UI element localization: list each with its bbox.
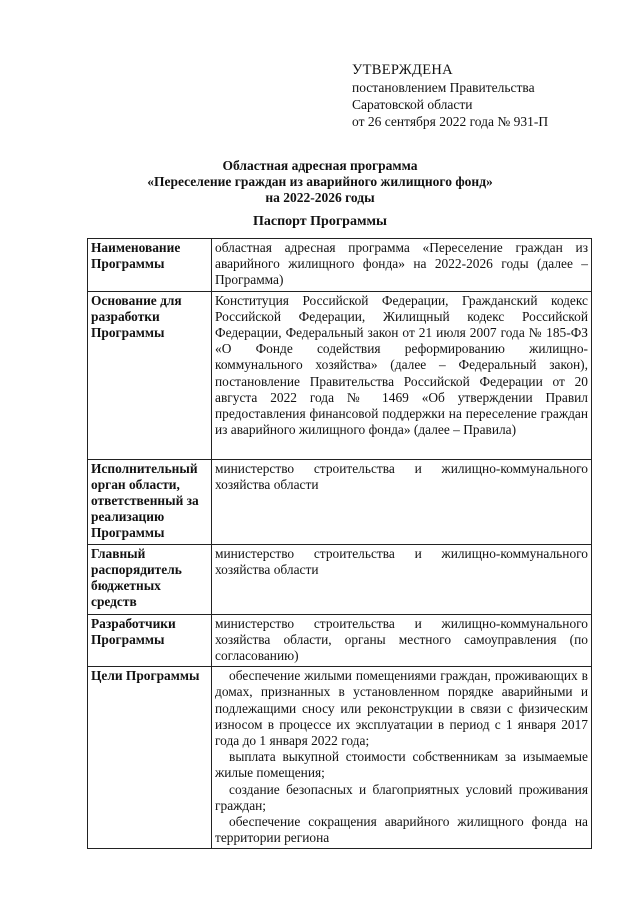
passport-title: Паспорт Программы: [253, 214, 387, 229]
goal-item: выплата выкупной стоимости собственникам за изымаемые жилые помещения;: [215, 749, 588, 781]
row-content: министерство строительства и жилищно-коммунального хозяйства области: [212, 459, 592, 544]
table-row: [88, 544, 592, 614]
row-label: Исполнительный орган области, ответственный за реализацию Программы: [88, 459, 212, 544]
row-label: Основание для разработки Программы: [88, 291, 212, 459]
table-row: [88, 459, 592, 544]
row-content: Конституция Российской Федерации, Гражданский кодекс Российской Федерации, Жилищный кодекс Российской Федерации, Федеральный закон от 21 июля 2007 года № 185-ФЗ «О Фонде содействия реформированию жилищно-коммунального хозяйства» (далее – Федеральный закон), постановление Правительства Российской Федерации от 20 августа 2022 года № 1469 «Об утверждении Правил предоставления финансовой поддержки на переселение граждан из аварийного жилищного фонда» (далее – Правила): [212, 291, 592, 459]
program-title-line-3: на 2022-2026 годы: [265, 190, 375, 205]
goal-item: обеспечение сокращения аварийного жилищного фонда на территории региона: [215, 814, 588, 846]
passport-table: [87, 238, 592, 849]
approval-stamp: [352, 62, 548, 130]
row-label: Цели Программы: [88, 667, 212, 849]
row-label: Главный распорядитель бюджетных средств: [88, 544, 212, 614]
goal-item: создание безопасных и благоприятных условий проживания граждан;: [215, 781, 588, 813]
row-content: министерство строительства и жилищно-коммунального хозяйства области: [212, 544, 592, 614]
goal-item: обеспечение жилыми помещениями граждан, проживающих в домах, признанных в установленном порядке аварийными и подлежащими сносу или реконструкции в связи с физическим износом в процессе их эксплуатации в период с 1 января 2017 года до 1 января 2022 года;: [215, 668, 588, 749]
table-row: [88, 614, 592, 667]
program-title-line-1: Областная адресная программа: [222, 158, 418, 173]
approval-line-2: постановлением Правительства: [352, 80, 535, 95]
row-content: областная адресная программа «Переселение граждан из аварийного жилищного фонда» на 2022-2026 годы (далее – Программа): [212, 239, 592, 292]
program-title-line-2: «Переселение граждан из аварийного жилищного фонд»: [147, 174, 493, 189]
row-label: Наименование Программы: [88, 239, 212, 292]
approval-heading: УТВЕРЖДЕНА: [352, 62, 453, 78]
program-title: [0, 158, 640, 206]
approval-line-4: от 26 сентября 2022 года № 931-П: [352, 114, 549, 129]
row-content: министерство строительства и жилищно-коммунального хозяйства области, органы местного самоуправления (по согласованию): [212, 614, 592, 667]
table-row: [88, 291, 592, 459]
approval-line-3: Саратовской области: [352, 97, 473, 112]
table-row: [88, 667, 592, 849]
row-label: Разработчики Программы: [88, 614, 212, 667]
row-content-goals: [212, 667, 592, 849]
table-row: [88, 239, 592, 292]
